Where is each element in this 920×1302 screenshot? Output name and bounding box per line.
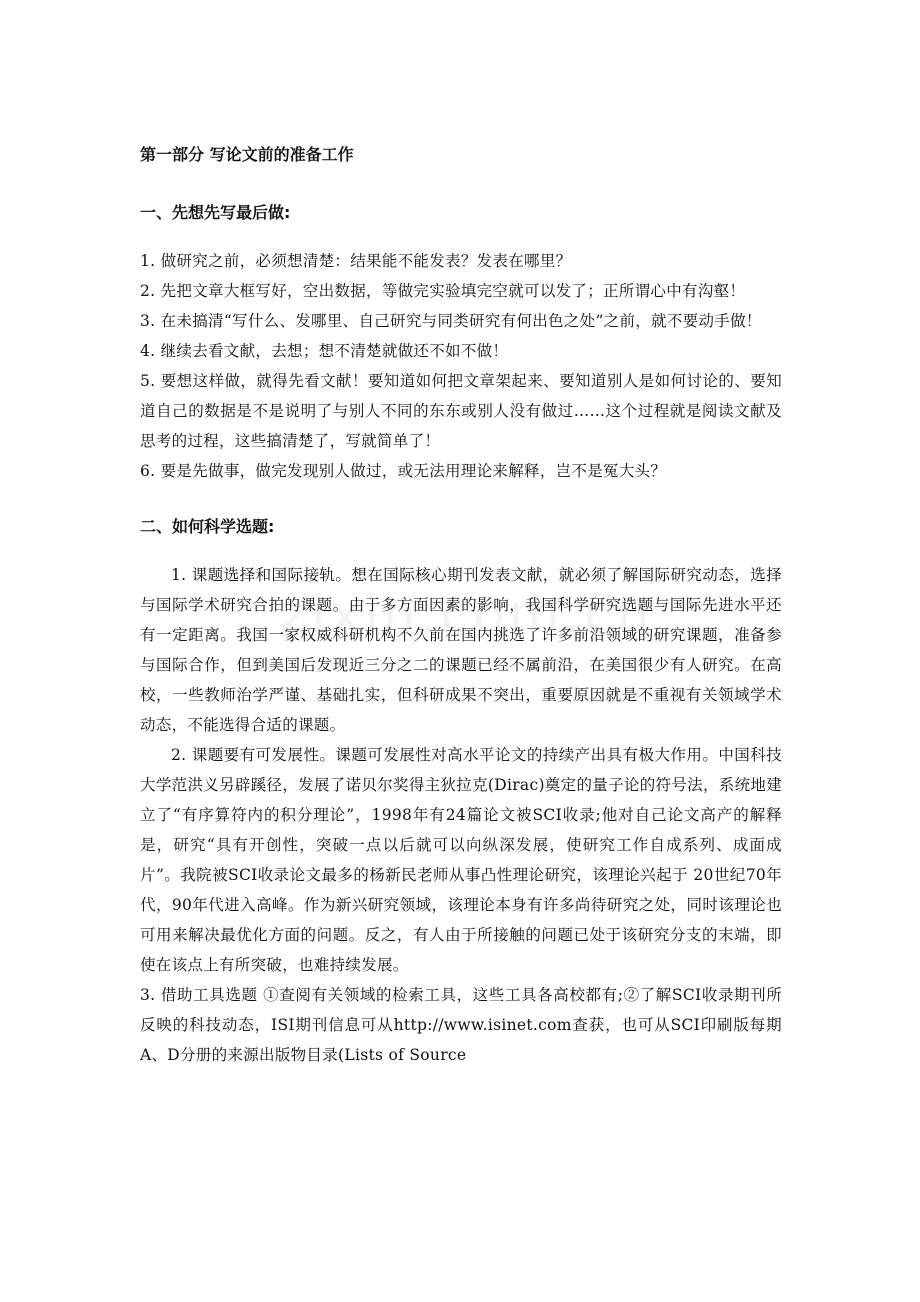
list-item: 4. 继续去看文献，去想；想不清楚就做还不如不做！	[140, 342, 509, 360]
part-title: 第一部分 写论文前的准备工作	[140, 145, 354, 164]
list-item: 1. 做研究之前，必须想清楚：结果能不能发表？发表在哪里？	[140, 252, 572, 270]
list-item: 2. 先把文章大框写好，空出数据，等做完实验填完空就可以发了；正所谓心中有沟壑！	[140, 282, 746, 300]
document-page	[140, 140, 782, 1070]
list-item: 3. 在未搞清“写什么、发哪里、自己研究与同类研究有何出色之处”之前，就不要动手做！	[140, 312, 762, 330]
paragraph-topic-international: 1. 课题选择和国际接轨。想在国际核心期刊发表文献，就必须了解国际研究动态，选择与国际学术研究合拍的课题。由于多方面因素的影响，我国科学研究选题与国际先进水平还有一定距离。我国一家权威科研机构不久前在国内挑选了许多前沿领域的研究课题，准备参与国际合作，但到美国后发现近三分之二的课题已经不属前沿，在美国很少有人研究。在高校，一些教师治学严谨、基础扎实，但科研成果不突出，重要原因就是不重视有关领域学术动态，不能选得合适的课题。	[140, 566, 782, 734]
paragraph-topic-tools: 3. 借助工具选题 ①查阅有关领域的检索工具，这些工具各高校都有;②了解SCI收录期刊所反映的科技动态，ISI期刊信息可从http://www.isinet.com查获，也可从SCI印刷版每期A、D分册的来源出版物目录(Lists of Source	[140, 986, 782, 1064]
section-1-list	[140, 246, 782, 486]
section-2-body	[140, 560, 782, 1070]
list-item: 5. 要想这样做，就得先看文献！要知道如何把文章架起来、要知道别人是如何讨论的、要知道自己的数据是不是说明了与别人不同的东东或别人没有做过……这个过程就是阅读文献及思考的过程，这些搞清楚了，写就简单了！	[140, 372, 782, 450]
section-1-title: 一、先想先写最后做:	[140, 203, 291, 222]
paragraph-topic-development: 2. 课题要有可发展性。课题可发展性对高水平论文的持续产出具有极大作用。中国科技大学范洪义另辟蹊径，发展了诺贝尔奖得主狄拉克(Dirac)奠定的量子论的符号法，系统地建立了“有序算符内的积分理论”，1998年有24篇论文被SCI收录;他对自己论文高产的解释是，研究“具有开创性，突破一点以后就可以向纵深发展，使研究工作自成系列、成面成片”。我院被SCI收录论文最多的杨新民老师从事凸性理论研究，该理论兴起于 20世纪70年代，90年代进入高峰。作为新兴研究领域，该理论本身有许多尚待研究之处，同时该理论也可用来解决最优化方面的问题。反之，有人由于所接触的问题已处于该研究分支的末端，即使在该点上有所突破，也难持续发展。	[140, 746, 782, 974]
section-2-title: 二、如何科学选题:	[140, 517, 275, 536]
list-item: 6. 要是先做事，做完发现别人做过，或无法用理论来解释，岂不是冤大头？	[140, 462, 667, 480]
